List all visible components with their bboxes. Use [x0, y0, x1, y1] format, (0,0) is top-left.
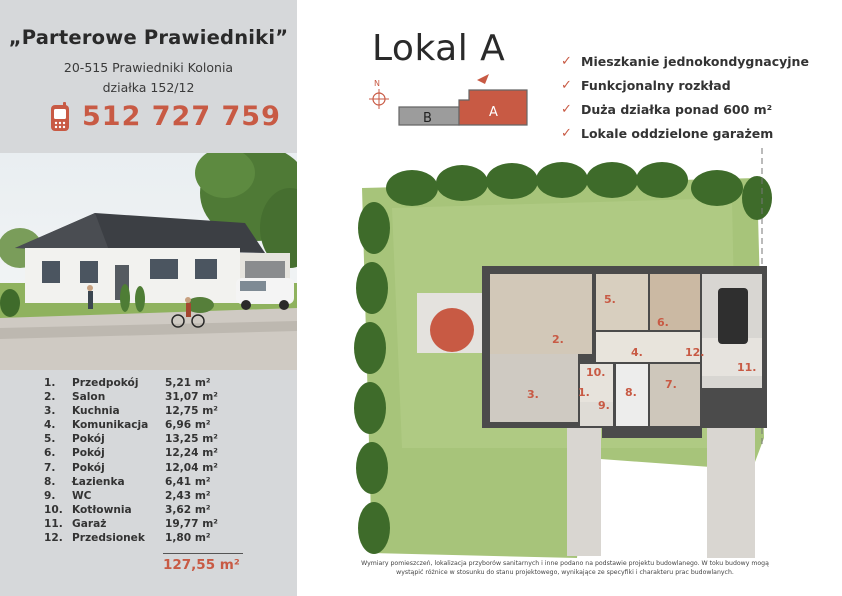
room-row: 7. Pokój 12,04 m²	[44, 461, 218, 474]
room-row: 5. Pokój 13,25 m²	[44, 433, 218, 446]
plan-label-8: 8.	[625, 386, 637, 399]
unit-key-plan	[397, 70, 537, 130]
mobile-phone-icon	[50, 102, 70, 132]
room-row: 9. WC 2,43 m²	[44, 489, 211, 502]
key-label-a: A	[489, 105, 498, 120]
plan-label-5: 5.	[604, 293, 616, 306]
floor-plan	[352, 148, 797, 573]
feature-item: ✓ Duża działka ponad 600 m²	[561, 101, 773, 117]
check-icon: ✓	[561, 77, 572, 93]
info-panel	[0, 0, 297, 596]
total-area: 127,55 m²	[163, 557, 240, 573]
key-label-b: B	[423, 111, 432, 126]
check-icon: ✓	[561, 125, 572, 141]
compass-icon	[368, 77, 394, 111]
room-list	[44, 376, 264, 545]
room-row: 11. Garaż 19,77 m²	[44, 517, 218, 530]
room-row: 8. Łazienka 6,41 m²	[44, 475, 211, 488]
address: 20-515 Prawiedniki Kolonia	[63, 60, 234, 75]
check-icon: ✓	[561, 53, 572, 69]
plan-label-4: 4.	[631, 346, 643, 359]
check-icon: ✓	[561, 101, 572, 117]
room-row: 10. Kotłownia 3,62 m²	[44, 503, 211, 516]
plan-label-10: 10.	[586, 366, 606, 379]
phone-contact[interactable]	[50, 101, 281, 132]
room-row: 2. Salon 31,07 m²	[44, 391, 218, 404]
total-divider	[163, 553, 243, 554]
plan-label-6: 6.	[657, 316, 669, 329]
svg-text:N: N	[374, 79, 380, 88]
room-row: 6. Pokój 12,24 m²	[44, 447, 218, 460]
unit-title: Lokal A	[372, 28, 506, 69]
feature-list	[561, 49, 809, 145]
project-title: „Parterowe Prawiedniki”	[8, 26, 289, 49]
room-row: 12. Przedsionek 1,80 m²	[44, 532, 211, 545]
plan-label-1: 1.	[578, 386, 590, 399]
disclaimer: Wymiary pomieszczeń, lokalizacja przyborów sanitarnych i inne podano na podstawie projektu budowlanego. W toku budowy mogą wystąpić różnice w stosunku do stanu projektowego, wynikające ze specyfiki i charakteru prac budowlanych.	[361, 560, 769, 576]
feature-item: ✓ Lokale oddzielone garażem	[561, 125, 774, 141]
plan-label-2: 2.	[552, 333, 564, 346]
room-row: 1. Przedpokój 5,21 m²	[44, 377, 211, 389]
house-rendering	[0, 153, 297, 370]
room-row: 3. Kuchnia 12,75 m²	[44, 405, 218, 418]
plan-label-11: 11.	[737, 361, 757, 374]
feature-item: ✓ Funkcjonalny rozkład	[561, 77, 731, 93]
plan-label-7: 7.	[665, 378, 677, 391]
phone-number[interactable]: 512 727 759	[82, 101, 281, 132]
feature-item: ✓ Mieszkanie jednokondygnacyjne	[561, 53, 809, 69]
room-row: 4. Komunikacja 6,96 m²	[44, 419, 211, 432]
plan-label-3: 3.	[527, 388, 539, 401]
plan-label-9: 9.	[598, 399, 610, 412]
plan-label-12: 12.	[685, 346, 705, 359]
plot-number: działka 152/12	[102, 80, 195, 95]
